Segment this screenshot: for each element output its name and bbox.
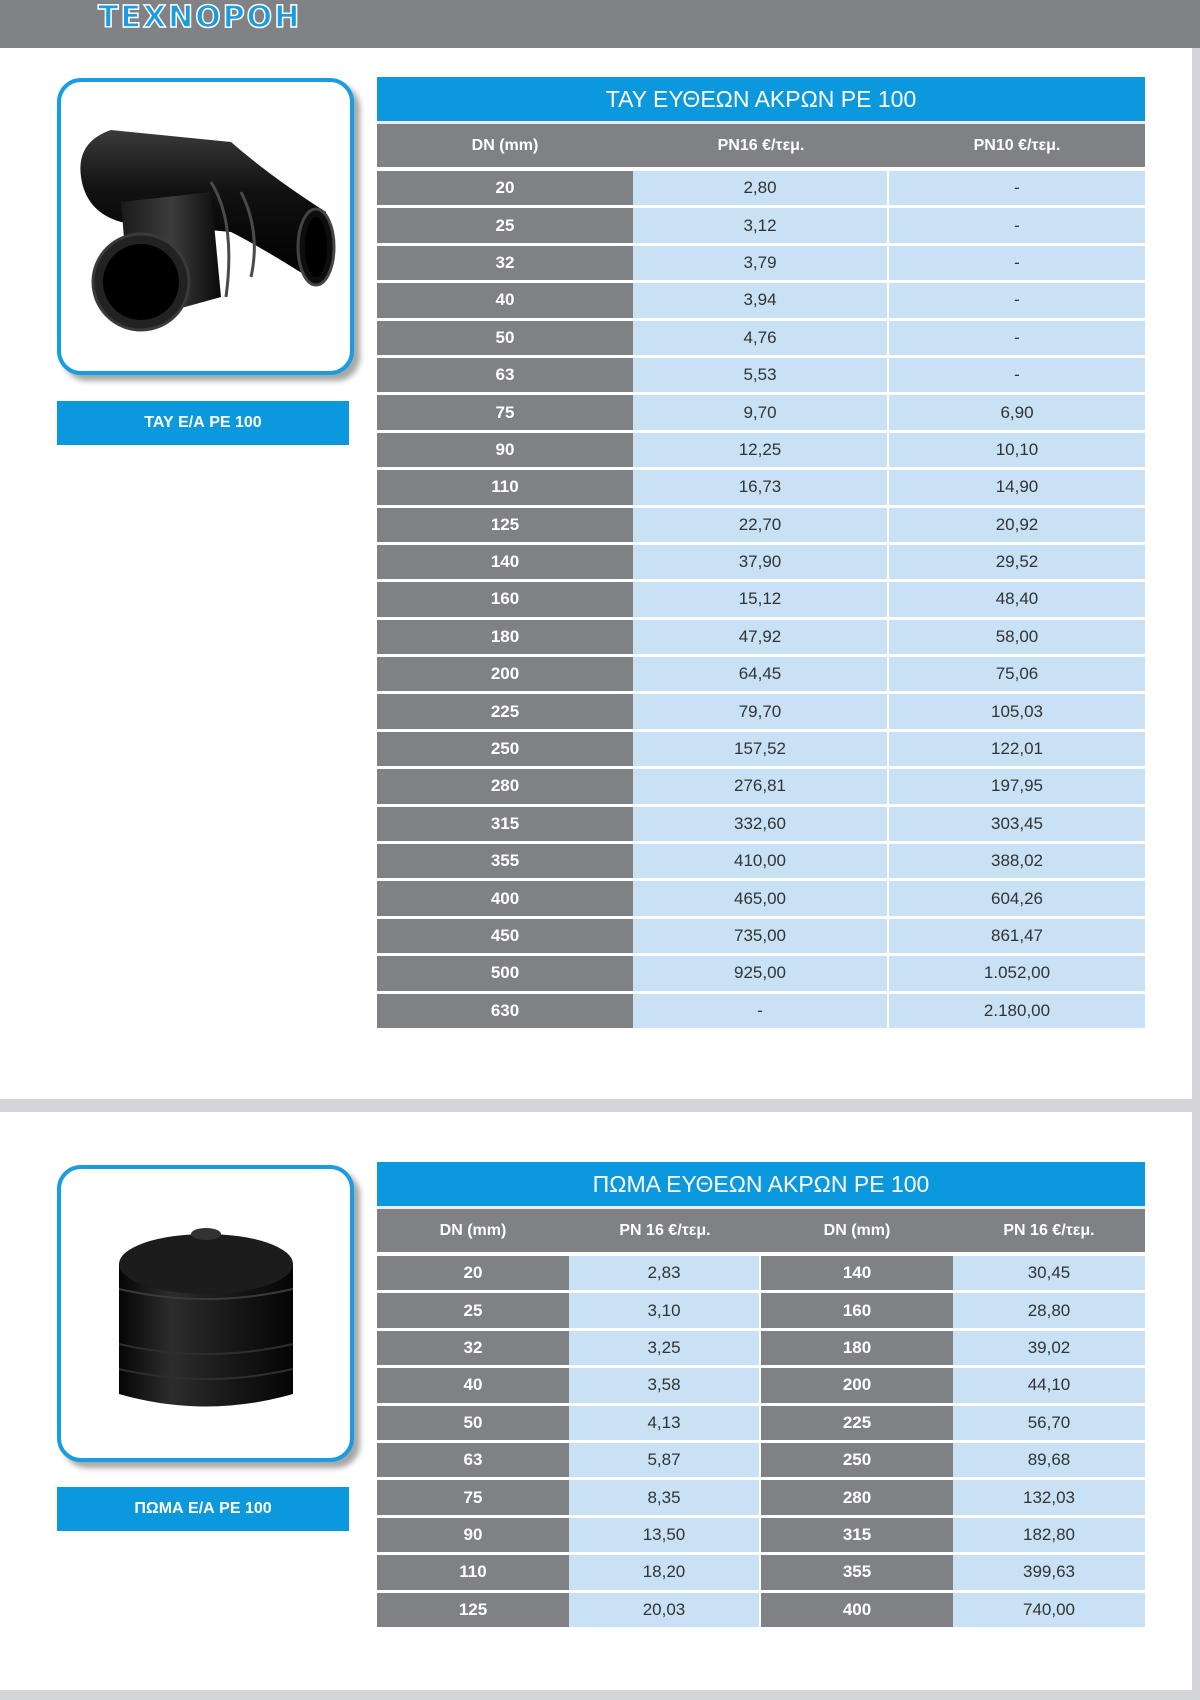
cap-price-table <box>377 1162 1145 1630</box>
table-row <box>377 545 1145 582</box>
dn-cell: 50 <box>377 1406 569 1440</box>
end-cap-icon <box>61 1169 350 1458</box>
table-row <box>377 919 1145 956</box>
dn-cell: 500 <box>377 956 633 990</box>
pn10-price-cell: 14,90 <box>889 470 1145 504</box>
table-row <box>377 433 1145 470</box>
pn16-price-cell: 79,70 <box>633 694 889 728</box>
table-row <box>377 956 1145 993</box>
pn16-price-cell: 5,53 <box>633 358 889 392</box>
pn16-price-cell: 735,00 <box>633 919 889 953</box>
dn-cell: 450 <box>377 919 633 953</box>
dn-cell: 140 <box>377 545 633 579</box>
dn-cell: 40 <box>377 1368 569 1402</box>
dn-cell: 280 <box>377 769 633 803</box>
column-header: PN 16 €/τεμ. <box>619 1221 711 1239</box>
pn16-price-cell: 740,00 <box>953 1593 1145 1627</box>
table-row <box>377 1368 1145 1405</box>
tee-section <box>0 48 1192 1099</box>
dn-cell: 355 <box>761 1555 953 1589</box>
pn10-price-cell: 2.180,00 <box>889 994 1145 1028</box>
header-bar <box>0 0 1200 48</box>
pn16-price-cell: 12,25 <box>633 433 889 467</box>
dn-cell: 110 <box>377 470 633 504</box>
table-row <box>377 582 1145 619</box>
table-row <box>377 1555 1145 1592</box>
column-header: PN10 €/τεμ. <box>973 136 1061 154</box>
table-row <box>377 171 1145 208</box>
pn10-price-cell: 6,90 <box>889 395 1145 429</box>
pn16-price-cell: 22,70 <box>633 508 889 542</box>
pn16-price-cell: 332,60 <box>633 807 889 841</box>
pn16-price-cell: 13,50 <box>569 1518 761 1552</box>
table-row <box>377 1593 1145 1630</box>
table-row <box>377 508 1145 545</box>
pn10-price-cell: 861,47 <box>889 919 1145 953</box>
column-header: PN16 €/τεμ. <box>717 136 805 154</box>
dn-cell: 140 <box>761 1256 953 1290</box>
table-row <box>377 470 1145 507</box>
dn-cell: 630 <box>377 994 633 1028</box>
dn-cell: 315 <box>377 807 633 841</box>
dn-cell: 355 <box>377 844 633 878</box>
table-row <box>377 881 1145 918</box>
pn10-price-cell: - <box>889 246 1145 280</box>
dn-cell: 25 <box>377 1293 569 1327</box>
tee-price-table <box>377 77 1145 1031</box>
pn10-price-cell: 604,26 <box>889 881 1145 915</box>
dn-cell: 400 <box>761 1593 953 1627</box>
pn16-price-cell: 5,87 <box>569 1443 761 1477</box>
dn-cell: 250 <box>377 732 633 766</box>
dn-cell: 315 <box>761 1518 953 1552</box>
pn10-price-cell: 48,40 <box>889 582 1145 616</box>
table-row <box>377 395 1145 432</box>
table-row <box>377 844 1145 881</box>
table-row <box>377 1331 1145 1368</box>
column-header: DN (mm) <box>823 1221 891 1239</box>
dn-cell: 75 <box>377 1480 569 1514</box>
table-row <box>377 732 1145 769</box>
pn10-price-cell: 29,52 <box>889 545 1145 579</box>
table-row <box>377 620 1145 657</box>
dn-cell: 200 <box>377 657 633 691</box>
table-row <box>377 358 1145 395</box>
cap-table-title: ΠΩΜΑ ΕΥΘΕΩΝ ΑΚΡΩΝ PE 100 <box>377 1162 1145 1209</box>
pn16-price-cell: 28,80 <box>953 1293 1145 1327</box>
dn-cell: 20 <box>377 1256 569 1290</box>
table-row <box>377 1406 1145 1443</box>
pn16-price-cell: 3,58 <box>569 1368 761 1402</box>
table-row <box>377 657 1145 694</box>
pn16-price-cell: 3,10 <box>569 1293 761 1327</box>
cap-table-header <box>377 1209 1145 1256</box>
pn16-price-cell: 20,03 <box>569 1593 761 1627</box>
pn16-price-cell: 3,12 <box>633 208 889 242</box>
pn16-price-cell: 4,13 <box>569 1406 761 1440</box>
tee-caption: ΤΑΥ Ε/Α PE 100 <box>57 401 349 445</box>
dn-cell: 25 <box>377 208 633 242</box>
pn10-price-cell: 303,45 <box>889 807 1145 841</box>
pn16-price-cell: 47,92 <box>633 620 889 654</box>
dn-cell: 200 <box>761 1368 953 1402</box>
dn-cell: 75 <box>377 395 633 429</box>
table-row <box>377 1256 1145 1293</box>
table-row <box>377 1443 1145 1480</box>
pn10-price-cell: - <box>889 171 1145 205</box>
pn16-price-cell: 9,70 <box>633 395 889 429</box>
dn-cell: 225 <box>761 1406 953 1440</box>
pn16-price-cell: 3,79 <box>633 246 889 280</box>
pn16-price-cell: 132,03 <box>953 1480 1145 1514</box>
pn10-price-cell: 105,03 <box>889 694 1145 728</box>
table-row <box>377 246 1145 283</box>
dn-cell: 280 <box>761 1480 953 1514</box>
brand-logo: ΤΕΧΝΟΡΟΗ <box>98 0 302 35</box>
column-header: DN (mm) <box>471 136 539 154</box>
pn16-price-cell: 44,10 <box>953 1368 1145 1402</box>
pn10-price-cell: - <box>889 321 1145 355</box>
dn-cell: 180 <box>377 620 633 654</box>
tee-fitting-icon <box>61 82 350 371</box>
pn16-price-cell: 4,76 <box>633 321 889 355</box>
table-row <box>377 283 1145 320</box>
table-row <box>377 994 1145 1031</box>
dn-cell: 180 <box>761 1331 953 1365</box>
pn16-price-cell: 37,90 <box>633 545 889 579</box>
pn16-price-cell: - <box>633 994 889 1028</box>
cap-table-body <box>377 1256 1145 1630</box>
pn16-price-cell: 2,83 <box>569 1256 761 1290</box>
pn16-price-cell: 3,25 <box>569 1331 761 1365</box>
pn16-price-cell: 89,68 <box>953 1443 1145 1477</box>
pn10-price-cell: - <box>889 283 1145 317</box>
pn10-price-cell: 1.052,00 <box>889 956 1145 990</box>
dn-cell: 50 <box>377 321 633 355</box>
tee-fitting-photo <box>57 78 354 375</box>
pn16-price-cell: 925,00 <box>633 956 889 990</box>
pn16-price-cell: 2,80 <box>633 171 889 205</box>
pn16-price-cell: 157,52 <box>633 732 889 766</box>
pn16-price-cell: 3,94 <box>633 283 889 317</box>
table-row <box>377 208 1145 245</box>
column-header: PN 16 €/τεμ. <box>1003 1221 1095 1239</box>
pn16-price-cell: 465,00 <box>633 881 889 915</box>
pn16-price-cell: 18,20 <box>569 1555 761 1589</box>
dn-cell: 63 <box>377 1443 569 1477</box>
dn-cell: 160 <box>761 1293 953 1327</box>
table-row <box>377 807 1145 844</box>
pn16-price-cell: 56,70 <box>953 1406 1145 1440</box>
dn-cell: 40 <box>377 283 633 317</box>
table-row <box>377 1518 1145 1555</box>
dn-cell: 250 <box>761 1443 953 1477</box>
pn10-price-cell: 122,01 <box>889 732 1145 766</box>
pn10-price-cell: 58,00 <box>889 620 1145 654</box>
dn-cell: 125 <box>377 508 633 542</box>
tee-table-title: ΤΑΥ ΕΥΘΕΩΝ ΑΚΡΩΝ PE 100 <box>377 77 1145 124</box>
dn-cell: 160 <box>377 582 633 616</box>
dn-cell: 90 <box>377 1518 569 1552</box>
dn-cell: 110 <box>377 1555 569 1589</box>
pn16-price-cell: 410,00 <box>633 844 889 878</box>
pn16-price-cell: 30,45 <box>953 1256 1145 1290</box>
pn10-price-cell: - <box>889 358 1145 392</box>
dn-cell: 32 <box>377 1331 569 1365</box>
pn16-price-cell: 276,81 <box>633 769 889 803</box>
pn10-price-cell: 20,92 <box>889 508 1145 542</box>
dn-cell: 125 <box>377 1593 569 1627</box>
table-row <box>377 694 1145 731</box>
end-cap-photo <box>57 1165 354 1462</box>
tee-table-header <box>377 124 1145 171</box>
dn-cell: 63 <box>377 358 633 392</box>
dn-cell: 90 <box>377 433 633 467</box>
dn-cell: 225 <box>377 694 633 728</box>
pn16-price-cell: 64,45 <box>633 657 889 691</box>
pn16-price-cell: 399,63 <box>953 1555 1145 1589</box>
pn10-price-cell: 197,95 <box>889 769 1145 803</box>
pn16-price-cell: 16,73 <box>633 470 889 504</box>
pn10-price-cell: 10,10 <box>889 433 1145 467</box>
pn10-price-cell: 75,06 <box>889 657 1145 691</box>
column-header: DN (mm) <box>439 1221 507 1239</box>
dn-cell: 32 <box>377 246 633 280</box>
table-row <box>377 769 1145 806</box>
tee-table-body <box>377 171 1145 1031</box>
pn16-price-cell: 15,12 <box>633 582 889 616</box>
pn10-price-cell: 388,02 <box>889 844 1145 878</box>
pn10-price-cell: - <box>889 208 1145 242</box>
pn16-price-cell: 39,02 <box>953 1331 1145 1365</box>
table-row <box>377 1293 1145 1330</box>
pn16-price-cell: 8,35 <box>569 1480 761 1514</box>
dn-cell: 400 <box>377 881 633 915</box>
cap-caption: ΠΩΜΑ Ε/Α PE 100 <box>57 1487 349 1531</box>
pn16-price-cell: 182,80 <box>953 1518 1145 1552</box>
table-row <box>377 321 1145 358</box>
table-row <box>377 1480 1145 1517</box>
cap-section <box>0 1112 1192 1690</box>
dn-cell: 20 <box>377 171 633 205</box>
